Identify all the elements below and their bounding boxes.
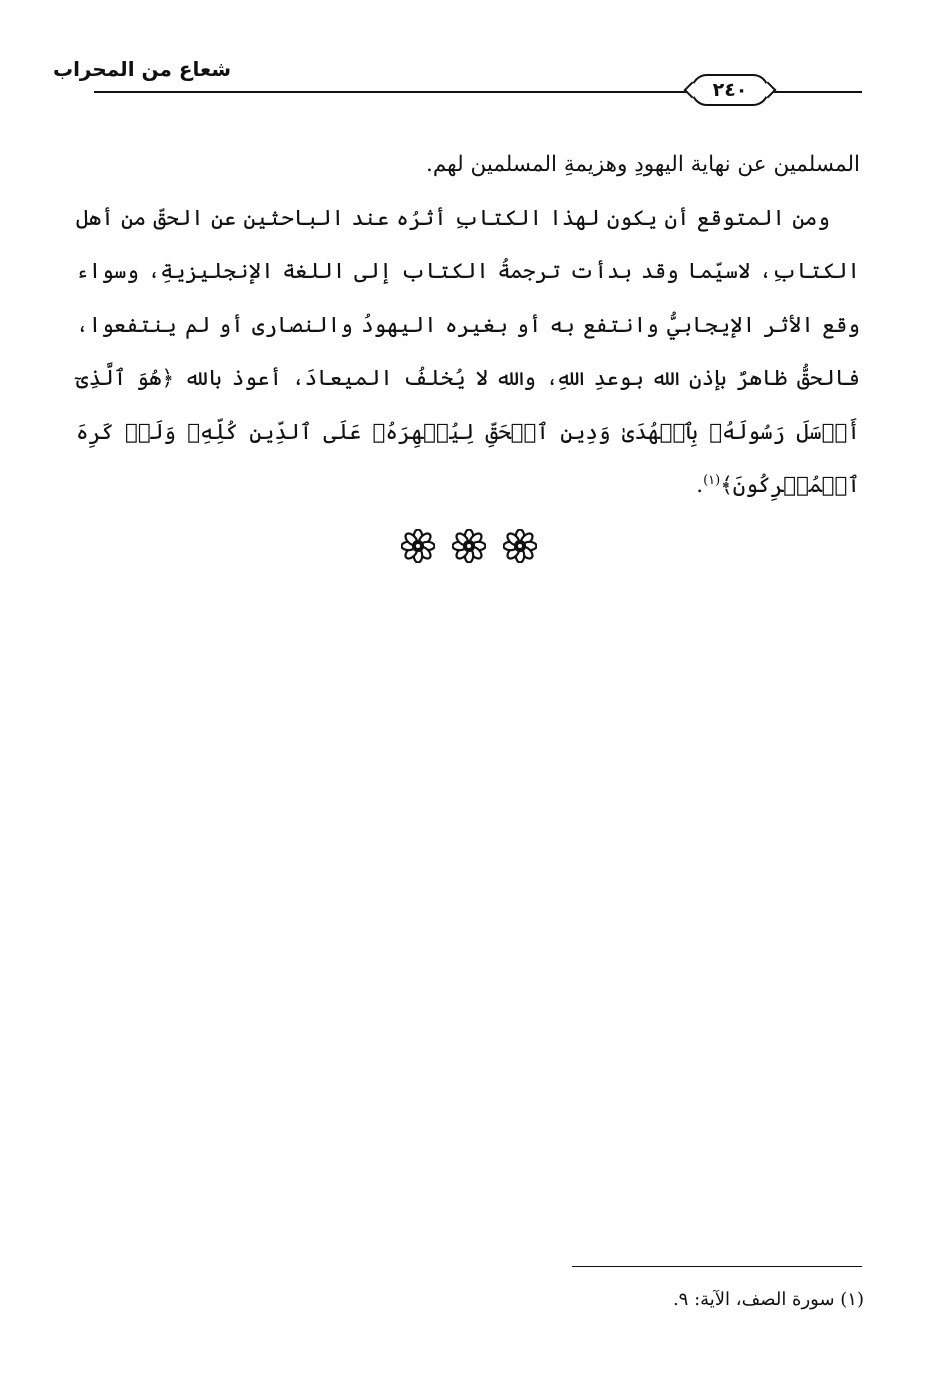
eight-petal-flower-icon [452, 529, 486, 567]
footnote-separator [572, 1266, 862, 1267]
eight-petal-flower-icon [401, 529, 435, 567]
footnote: (١) سورة الصف، الآية: ٩. [672, 1289, 864, 1310]
paragraph-2-end: . [696, 473, 704, 498]
quran-verse: ﴿هُوَ ٱلَّذِىٓ أَرۡسَلَ رَسُولَهُۥ بِٱلۡهُدَىٰ وَدِينِ ٱلۡحَقِّ لِيُظۡهِرَهُۥ عَلَى ٱلدِّينِ كُلِّهِۦ وَلَوۡ كَرِهَ ٱلۡمُشۡرِكُونَ﴾ [76, 366, 860, 498]
footnote-reference: (١) [703, 472, 721, 488]
page-number-frame [691, 74, 769, 106]
paragraph-1: المسلمين عن نهاية اليهودِ وهزيمةِ المسلمين لهم. [426, 152, 860, 177]
page-number: ٢٤٠ [712, 79, 748, 101]
running-title: شعاع من المحراب [52, 57, 231, 81]
section-ornament [0, 529, 938, 567]
eight-petal-flower-icon [503, 529, 537, 567]
paragraph-2 [76, 192, 860, 513]
main-text [76, 138, 860, 513]
paragraph-2-text: ومن المتوقع أن يكون لهذا الكتابِ أثرُه عند الباحثين عن الحقّ من أهل الكتابِ، لاسيّما وقد بدأت ترجمةُ الكتاب إلى اللغة الإنجليزيةِ، وسواء وقع الأثر الإيجابيُّ وانتفع به أو بغيره اليهودُ والنصارى أو لم ينتفعوا، فالحقُّ ظاهرٌ بإذن الله بوعدِ اللهِ، والله لا يُخلفُ الميعادَ، أعوذ بالله [76, 205, 860, 391]
